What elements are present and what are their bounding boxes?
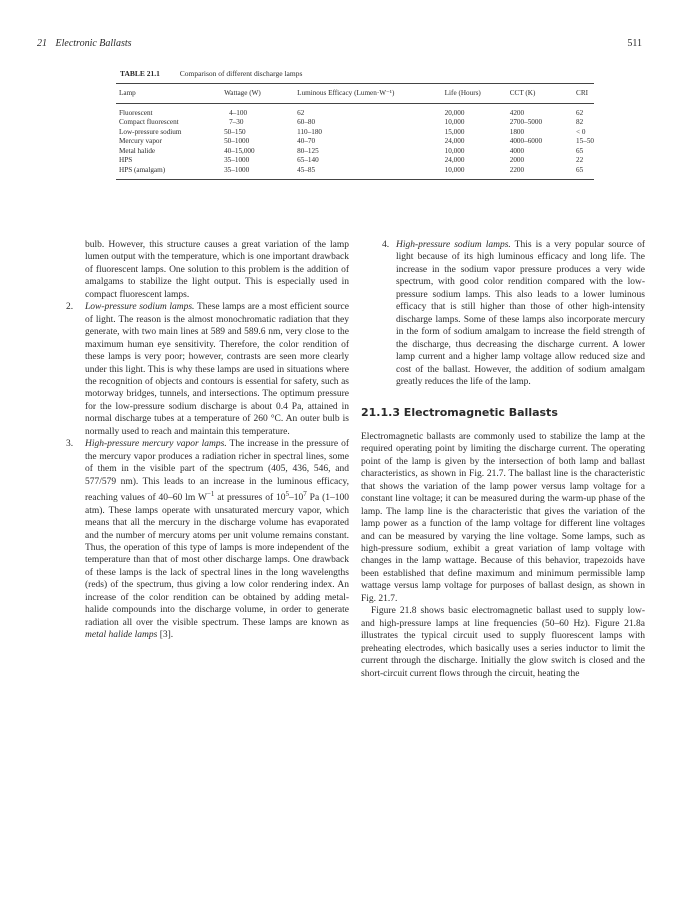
table-cell: 4000–6000 bbox=[509, 137, 543, 145]
table-cell: 65–140 bbox=[297, 156, 319, 164]
item-text: Pa (1–100 atm). These lamps operate with unsaturated mercury vapor, which means that all the mercury in the discharge volume has evaporated and the number of mercury atoms per unit volume remains constant. Thus, the operation of this type of lamps is more independent of the temperature than that of most other discharge lamps. One drawback of these lamps is the lack of spectral lines in the long wavelengths (reds) of the spectrum, thus giving a low color rendering index. An increase of the color rendition can be obtained by adding metal-halide compounds into the discharge volume, in order to generate radiation all over the visible spectrum. These lamps are known as bbox=[85, 493, 349, 628]
table-cell: HPS bbox=[119, 156, 133, 164]
superscript: 7 bbox=[303, 490, 307, 499]
table-cell: 40–70 bbox=[297, 137, 316, 145]
table-cell: Fluorescent bbox=[119, 108, 153, 117]
item-text: These lamps are a most efficient source of light. The reason is the almost monochromatic radiation that they generate, with two main lines at 589 and 589.6 nm, very close to the maximum human eye sensitivity. Therefore, the color rendition of these lamps is very poor; however, contrasts are seen more clearly under this light. This is why these lamps are used in situations where the recognition of objects and contours is essential for safety, such as motorway bridges, tunnels, and intersections. The optimum pressure for the low-pressure sodium discharge is about 0.4 Pa, attained in normal discharge tubes at a temperature of 260 °C. An outer bulb is normally used to reach and maintain this temperature. bbox=[85, 302, 349, 437]
table-cell: 62 bbox=[576, 108, 584, 117]
table-cell: 45–85 bbox=[294, 166, 442, 180]
table-cell: Metal halide bbox=[119, 146, 156, 155]
table-cell: 10,000 bbox=[444, 118, 465, 126]
table-cell: 4–100 bbox=[229, 108, 248, 117]
continuation-paragraph: bulb. However, this structure causes a great variation of the lamp lumen output with the temperature, which is one important drawback of fluorescent lamps. One solution to this problem is the addition of amalgams to stabilize the light output. This is especially used in compact fluorescent lamps. bbox=[85, 240, 349, 300]
table-cell: 24,000 bbox=[444, 156, 465, 164]
table-cell: 65 bbox=[573, 166, 594, 180]
table-caption-text: Comparison of different discharge lamps bbox=[179, 69, 303, 78]
table-cell: 110–180 bbox=[297, 127, 323, 136]
table-cell: 60–80 bbox=[297, 118, 316, 126]
item-text: The increase in the pressure of the mercury vapor produces a radiation richer in spectral lines, some of them in the visible part of the spectrum (405, 436, 546, and 577/579 nm). This leads to an increase in the luminous efficacy, reaching values of 40–60 lm W bbox=[85, 439, 349, 504]
table-cell: 1800 bbox=[509, 127, 525, 136]
running-header bbox=[37, 38, 132, 49]
table-cell: 2200 bbox=[507, 166, 573, 180]
chapter-number: 21 bbox=[37, 38, 47, 49]
table-cell: 24,000 bbox=[444, 137, 465, 145]
table-cell: 35–1000 bbox=[224, 156, 250, 164]
list-number: 4. bbox=[382, 240, 390, 250]
list-number: 3. bbox=[66, 439, 74, 450]
chapter-title: Electronic Ballasts bbox=[55, 38, 132, 49]
superscript: 5 bbox=[285, 490, 290, 499]
table-row bbox=[116, 103, 594, 118]
table-cell: 35–1000 bbox=[221, 166, 294, 180]
table-cell: 2700–5000 bbox=[509, 118, 543, 126]
table-cell: 2000 bbox=[509, 156, 525, 164]
table-row bbox=[116, 166, 594, 180]
body-paragraph: Figure 21.8 shows basic electromagnetic ballast used to supply low- and high-pressure lamps at line frequencies (50–60 Hz). Figure 21.8a illustrates the typical circuit used to supply fluorescent lamps with preheating electrodes, which basically uses a series inductor to limit the current through the discharge. Initially the glow switch is closed and the short-circuit current flows through the circuit, heating the bbox=[361, 606, 645, 679]
citation: [3]. bbox=[157, 630, 174, 641]
table-cell: Low-pressure sodium bbox=[119, 127, 182, 136]
table-cell: 62 bbox=[297, 108, 305, 117]
page-number: 511 bbox=[627, 38, 642, 49]
item-title: High-pressure sodium lamps. bbox=[396, 240, 511, 250]
table-row bbox=[116, 137, 594, 147]
table-row bbox=[116, 147, 594, 157]
table-cell: 82 bbox=[576, 118, 584, 126]
item-emphasis: metal halide lamps bbox=[85, 630, 158, 641]
table-cell: 50–1000 bbox=[224, 137, 250, 145]
item-title: High-pressure mercury vapor lamps. bbox=[85, 439, 227, 450]
table-cell: 15,000 bbox=[444, 127, 465, 136]
table-row bbox=[116, 128, 594, 138]
section-heading: 21.1.3 Electromagnetic Ballasts bbox=[361, 406, 558, 420]
comparison-table bbox=[116, 83, 594, 180]
table-header-row bbox=[116, 84, 594, 104]
table-cell: 65 bbox=[576, 146, 584, 155]
table-cell: 7–30 bbox=[229, 118, 244, 126]
col-header-lamp: Lamp bbox=[116, 84, 221, 104]
item-title: Low-pressure sodium lamps. bbox=[85, 302, 195, 313]
table-cell: 20,000 bbox=[444, 108, 465, 117]
table-cell: 10,000 bbox=[444, 146, 465, 155]
item-text: at pressures of 10 bbox=[214, 493, 286, 504]
table-cell: 50–150 bbox=[224, 127, 246, 136]
table-cell: 15–50 bbox=[576, 137, 594, 145]
list-item-low-pressure-sodium bbox=[66, 301, 349, 438]
list-item-high-pressure-sodium bbox=[361, 239, 645, 388]
table-row bbox=[116, 156, 594, 166]
col-header-life: Life (Hours) bbox=[442, 84, 507, 104]
table-cell: < 0 bbox=[576, 127, 586, 136]
left-column bbox=[66, 239, 349, 642]
list-number: 2. bbox=[66, 302, 74, 313]
table-cell: 22 bbox=[576, 156, 584, 164]
table-cell: 40–15,000 bbox=[224, 146, 255, 155]
table-cell: 80–125 bbox=[297, 146, 319, 155]
table-cell: 10,000 bbox=[442, 166, 507, 180]
item-text: This is a very popular source of light because of its high luminous efficacy and long life. The increase in the sodium vapor pressure produces a very wide spectrum, with good color rendition compared with the low-pressure sodium lamps. This also leads to a lower luminous efficacy that is still higher than those of other high-intensity discharge lamps. Some of these lamps also incorporate mercury in the form of sodium amalgam to increase the field strength of the discharge, thus decreasing the discharge current. A lower lamp current and a higher lamp voltage allow reduced size and cost of the ballast. However, the addition of sodium amalgam greatly reduces the life of the lamp. bbox=[396, 240, 645, 387]
body-paragraph: Electromagnetic ballasts are commonly used to stabilize the lamp at the required operating point by limiting the discharge current. The operating point of the lamp is given by the intersection of both lamp and ballast characteristics, as shown in Fig. 21.7. The ballast line is the characteristic that shows the variation of the lamp power versus lamp voltage for a constant line voltage; it can be measured during the warm-up phase of the lamp. The lamp line is the characteristic that gives the variation of the lamp power as a function of the lamp voltage for different line voltages and can be measured by varying the line voltage. Some lamps, such as high-pressure sodium, exhibit a great variation of lamp voltage with changes in the lamp wattage. Because of this behavior, trapezoids have been established that define maximum and minimum permissible lamp wattage versus lamp voltage for purposes of ballast design, as shown in Fig. 21.7. bbox=[361, 431, 645, 604]
table-cell: Compact fluorescent bbox=[119, 118, 179, 126]
col-header-cct: CCT (K) bbox=[507, 84, 573, 104]
table-caption bbox=[120, 69, 302, 78]
table-cell: 4000 bbox=[509, 146, 525, 155]
table-cell: HPS (amalgam) bbox=[116, 166, 221, 180]
item-text: –10 bbox=[289, 493, 304, 504]
superscript: −1 bbox=[206, 490, 215, 499]
table-label: TABLE 21.1 bbox=[120, 69, 160, 78]
col-header-cri: CRI bbox=[573, 84, 594, 104]
col-header-wattage: Wattage (W) bbox=[221, 84, 294, 104]
table-row bbox=[116, 118, 594, 128]
col-header-efficacy: Luminous Efficacy (Lumen·W⁻¹) bbox=[294, 84, 442, 104]
table-cell: Mercury vapor bbox=[119, 137, 162, 145]
table-cell: 4200 bbox=[509, 108, 525, 117]
list-item-mercury-vapor bbox=[66, 438, 349, 641]
right-column bbox=[361, 239, 645, 680]
